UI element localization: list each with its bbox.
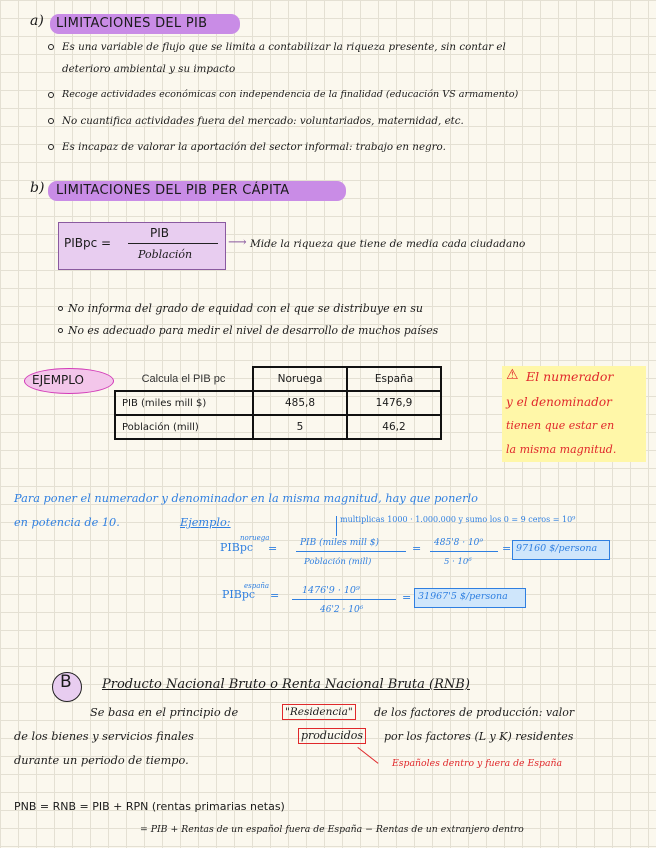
section-a-bullet-1: Es una variable de flujo que se limita a contabilizar la riqueza presente, sin contar el [62, 41, 506, 53]
section-B-letter: B [60, 672, 72, 692]
section-a-bullet-4: Es incapaz de valorar la aportación del sector informal: trabajo en negro. [62, 141, 446, 153]
calc2-result: 31967'5 $/persona [418, 591, 508, 602]
section-b-bullet-1: No informa del grado de equidad con el que se distribuye en su [68, 302, 423, 315]
calc2-numerator: 1476'9 · 10⁹ [302, 585, 360, 596]
table-row [115, 391, 441, 415]
warning-line-1: El numerador [526, 369, 614, 384]
section-B-line-1-start: Se basa en el principio de [90, 706, 239, 719]
section-a-bullet-2: Recoge actividades económicas con independencia de la finalidad (educación VS armamento) [62, 89, 519, 100]
calc1-lhs: PIBpc [220, 541, 254, 554]
magnitude-line-1: Para poner el numerador y denominador en la misma magnitud, hay que ponerlo [14, 492, 478, 505]
calc1-bar [296, 551, 406, 552]
warning-icon: ⚠ [506, 367, 519, 383]
warning-line-3: tienen que estar en [506, 419, 615, 432]
bullet-dot [48, 118, 54, 124]
formula-numerator: PIB [150, 226, 170, 240]
calc1-eq: = [268, 542, 278, 555]
bullet-dot [58, 328, 63, 333]
calc1-country: noruega [240, 534, 270, 542]
pnb-equation-2: = PIB + Rentas de un español fuera de España − Rentas de un extranjero dentro [140, 824, 524, 835]
section-B-line-1-end: de los factores de producción: valor [374, 706, 575, 719]
section-b-bullet-2: No es adecuado para medir el nivel de desarrollo de muchos países [68, 324, 439, 337]
example-table [114, 366, 442, 440]
calc2-bar [292, 599, 396, 600]
producidos-term: producidos [298, 728, 366, 744]
note-connector [336, 516, 337, 536]
table-row [115, 415, 441, 439]
section-a-bullet-1-cont: deterioro ambiental y su impacto [62, 63, 236, 75]
calc2-eq: = [270, 589, 280, 602]
table-header-espana: España [347, 367, 441, 391]
fraction-bar [128, 243, 218, 244]
residencia-term: "Residencia" [282, 704, 356, 720]
row-label: PIB (miles mill $) [115, 391, 253, 415]
calc1-result: 97160 $/persona [516, 543, 598, 554]
calc1-denominator2: 5 · 10⁶ [444, 557, 472, 567]
magnitude-line-2: en potencia de 10. [14, 516, 120, 529]
calc1-numerator2: 485'8 · 10⁹ [434, 538, 484, 548]
bullet-dot [48, 44, 54, 50]
row-label: Población (mill) [115, 415, 253, 439]
row-value: 5 [253, 415, 347, 439]
calc1-eq2: = [412, 542, 422, 555]
row-value: 1476,9 [347, 391, 441, 415]
section-b-letter: b) [30, 180, 45, 196]
table-header-noruega: Noruega [253, 367, 347, 391]
bullet-dot [48, 144, 54, 150]
section-a-title: LIMITACIONES DEL PIB [56, 16, 208, 31]
warning-line-2: y el denominador [506, 395, 612, 409]
red-note: Españoles dentro y fuera de España [392, 758, 563, 769]
example-caption: Calcula el PIB pc [141, 372, 226, 385]
warning-line-4: la misma magnitud. [506, 443, 617, 456]
calc2-country: españa [244, 582, 270, 590]
calc1-eq3: = [502, 542, 512, 555]
formula-lhs: PIBpc = [64, 236, 112, 250]
calc1-denominator: Población (mill) [304, 557, 372, 567]
calc2-lhs: PIBpc [222, 588, 256, 601]
example-badge-label: EJEMPLO [32, 373, 84, 387]
bullet-dot [58, 306, 63, 311]
formula-denominator: Población [138, 248, 193, 261]
section-B-line-3: durante un periodo de tiempo. [14, 754, 189, 767]
calc2-eq2: = [402, 591, 412, 604]
section-b-title: LIMITACIONES DEL PIB PER CÁPITA [56, 183, 290, 198]
section-B-title: Producto Nacional Bruto o Renta Nacional Bruta (RNB) [102, 677, 470, 692]
arrow-right-icon: ⟶ [228, 235, 247, 250]
row-value: 485,8 [253, 391, 347, 415]
ejemplo-label: Ejemplo: [180, 516, 231, 529]
formula-note: Mide la riqueza que tiene de media cada ciudadano [250, 238, 526, 250]
section-a-bullet-3: No cuantifica actividades fuera del mercado: voluntariados, maternidad, etc. [62, 115, 464, 127]
row-value: 46,2 [347, 415, 441, 439]
bullet-dot [48, 92, 54, 98]
calc1-numerator: PIB (miles mill $) [300, 538, 379, 548]
red-arrow-line [357, 747, 378, 764]
calc1-bar2 [430, 551, 498, 552]
section-B-line-2-end: por los factores (L y K) residentes [384, 730, 574, 743]
section-B-line-2-start: de los bienes y servicios finales [14, 730, 194, 743]
section-a-letter: a) [30, 13, 44, 29]
calc2-denominator: 46'2 · 10⁶ [320, 605, 364, 615]
pnb-equation-1: PNB = RNB = PIB + RPN (rentas primarias netas) [14, 800, 285, 813]
magnitude-note: multiplicas 1000 · 1.000.000 y sumo los 0 = 9 ceros = 10⁹ [340, 515, 576, 524]
